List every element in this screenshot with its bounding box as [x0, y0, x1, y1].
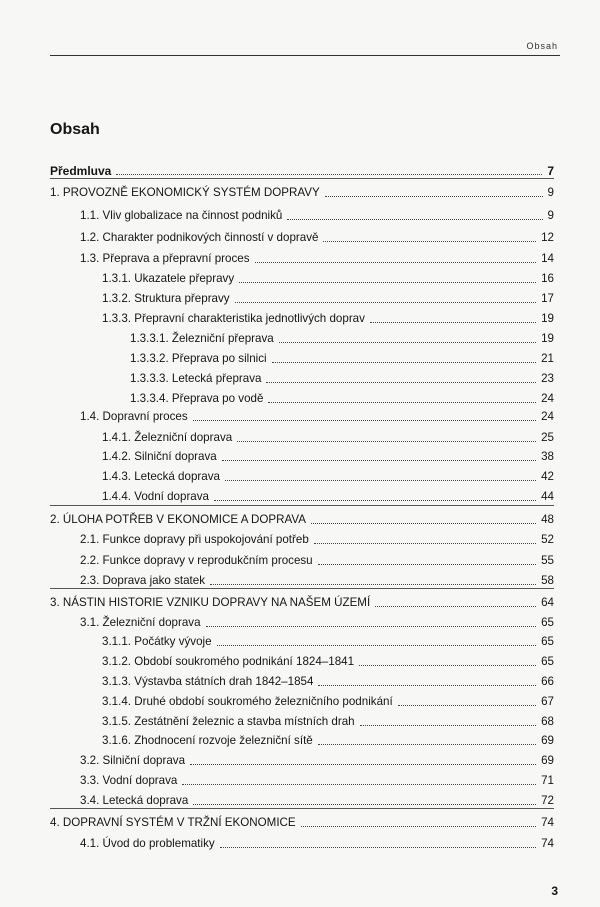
toc-entry[interactable]: [50, 529, 554, 547]
toc-entry-page: 44: [541, 490, 554, 503]
toc-entry[interactable]: [50, 486, 554, 504]
toc-entry-label: 1.3.3.2. Přeprava po silnici: [130, 352, 267, 365]
toc-entry-label: 1.4.3. Letecká doprava: [102, 470, 220, 483]
toc-entry-page: 64: [541, 596, 554, 609]
toc-entry-label: 4. DOPRAVNÍ SYSTÉM V TRŽNÍ EKONOMICE: [50, 816, 296, 829]
toc-entry[interactable]: [50, 631, 554, 649]
toc-entry-label: 3.1.1. Počátky vývoje: [102, 635, 212, 648]
toc-entry[interactable]: [50, 288, 554, 306]
toc-entry-label: 1.1. Vliv globalizace na činnost podniků: [80, 209, 283, 222]
toc-entry-page: 9: [547, 186, 554, 199]
dot-leader: [311, 523, 536, 524]
toc-entry[interactable]: [50, 268, 554, 286]
toc-entry-label: 1.4.1. Železniční doprava: [102, 431, 233, 444]
dot-leader: [266, 382, 536, 383]
toc-entry-page: 55: [541, 554, 554, 567]
toc-entry-label: 1.3.1. Ukazatele přepravy: [102, 272, 235, 285]
dot-leader: [225, 480, 536, 481]
toc-entry[interactable]: [50, 427, 554, 445]
dot-leader: [360, 725, 536, 726]
toc-entry-page: 14: [541, 252, 554, 265]
toc-entry[interactable]: [50, 812, 554, 830]
dot-leader: [193, 420, 536, 421]
dot-leader: [237, 441, 536, 442]
toc-entry-label: 3.1.5. Zestátnění železnic a stavba místních drah: [102, 715, 355, 728]
toc-entry-page: 65: [541, 616, 554, 629]
dot-leader: [268, 402, 536, 403]
toc-entry-page: 24: [541, 392, 554, 405]
toc-entry-page: 65: [541, 655, 554, 668]
toc-entry-page: 9: [547, 209, 554, 222]
toc-entry[interactable]: [50, 248, 554, 266]
toc-entry[interactable]: [50, 651, 554, 669]
toc-entry-page: 17: [541, 292, 554, 305]
toc-entry-label: 1.3.3. Přepravní charakteristika jednotlivých doprav: [102, 312, 365, 325]
toc-entry[interactable]: [50, 368, 554, 386]
toc-entry-page: 23: [541, 372, 554, 385]
toc-entry-label: 3.1.2. Období soukromého podnikání 1824–1841: [102, 655, 355, 668]
dot-leader: [287, 219, 542, 220]
toc-entry-label: 1.4. Dopravní proces: [80, 410, 188, 423]
dot-leader: [190, 764, 536, 765]
dot-leader: [217, 645, 537, 646]
section-separator: [50, 178, 554, 179]
toc-entry[interactable]: [50, 691, 554, 709]
dot-leader: [323, 241, 536, 242]
toc-entry-page: 68: [541, 715, 554, 728]
toc-entry-label: 1.2. Charakter podnikových činností v dopravě: [80, 231, 319, 244]
toc-entry[interactable]: [50, 388, 554, 406]
toc-entry-label: 2.2. Funkce dopravy v reprodukčním procesu: [80, 554, 313, 567]
toc-entry-label: 3. NÁSTIN HISTORIE VZNIKU DOPRAVY NA NAŠEM ÚZEMÍ: [50, 596, 371, 609]
toc-entry-page: 67: [541, 695, 554, 708]
toc-entry[interactable]: [50, 328, 554, 346]
toc-entry-page: 74: [541, 816, 554, 829]
dot-leader: [235, 302, 537, 303]
toc-entry-page: 65: [541, 635, 554, 648]
toc-entry[interactable]: [50, 671, 554, 689]
toc-entry[interactable]: [50, 612, 554, 630]
dot-leader: [255, 262, 537, 263]
dot-leader: [222, 460, 536, 461]
page-number: 3: [551, 884, 558, 898]
section-separator: [50, 505, 554, 506]
dot-leader: [272, 362, 536, 363]
toc-entry-page: 19: [541, 312, 554, 325]
toc-entry-page: 74: [541, 837, 554, 850]
page-title: Obsah: [50, 121, 100, 138]
toc-entry-label: 3.1.3. Výstavba státních drah 1842–1854: [102, 675, 314, 688]
dot-leader: [301, 826, 536, 827]
toc-entry[interactable]: [50, 348, 554, 366]
toc-entry-page: 66: [541, 675, 554, 688]
toc-entry[interactable]: [50, 446, 554, 464]
toc-entry-page: 21: [541, 352, 554, 365]
toc-entry-page: 25: [541, 431, 554, 444]
dot-leader: [210, 584, 536, 585]
toc-entry-label: 4.1. Úvod do problematiky: [80, 837, 215, 850]
toc-entry[interactable]: [50, 550, 554, 568]
dot-leader: [116, 174, 542, 175]
header-rule: [50, 55, 560, 56]
dot-leader: [370, 322, 536, 323]
toc-entry-label: 3.4. Letecká doprava: [80, 794, 189, 807]
toc-entry-label: 1.3.3.1. Železniční přeprava: [130, 332, 274, 345]
toc-entry-page: 16: [541, 272, 554, 285]
toc-entry-label: 1.4.4. Vodní doprava: [102, 490, 210, 503]
dot-leader: [314, 543, 536, 544]
toc-entry-label: 1.3.2. Struktura přepravy: [102, 292, 230, 305]
toc-entry-label: 3.2. Silniční doprava: [80, 754, 186, 767]
dot-leader: [220, 847, 536, 848]
toc-entry-label: 3.1.6. Zhodnocení rozvoje železniční sítě: [102, 734, 313, 747]
toc-entry[interactable]: [50, 466, 554, 484]
toc-entry-label: 2.1. Funkce dopravy při uspokojování potřeb: [80, 533, 309, 546]
dot-leader: [375, 606, 536, 607]
toc-entry-page: 71: [541, 774, 554, 787]
toc-entry-page: 48: [541, 513, 554, 526]
section-separator: [50, 808, 554, 809]
toc-entry-label: 1. PROVOZNĚ EKONOMICKÝ SYSTÉM DOPRAVY: [50, 186, 320, 199]
toc-entry[interactable]: [50, 406, 554, 424]
toc-entry-label: 3.3. Vodní doprava: [80, 774, 178, 787]
dot-leader: [193, 804, 536, 805]
toc-entry-page: 58: [541, 574, 554, 587]
toc-entry[interactable]: [50, 509, 554, 527]
running-head: Obsah: [526, 41, 558, 51]
toc-entry[interactable]: [50, 790, 554, 808]
dot-leader: [239, 282, 536, 283]
toc-entry-label: 1.3.3.4. Přeprava po vodě: [130, 392, 264, 405]
toc-entry-label: 3.1. Železniční doprava: [80, 616, 201, 629]
toc-entry-page: 72: [541, 794, 554, 807]
dot-leader: [279, 342, 536, 343]
toc-entry-page: 69: [541, 734, 554, 747]
toc-entry[interactable]: [50, 182, 554, 200]
toc-entry[interactable]: [50, 770, 554, 788]
toc-entry-page: 52: [541, 533, 554, 546]
toc-entry-page: 42: [541, 470, 554, 483]
toc-entry-label: 2. ÚLOHA POTŘEB V EKONOMICE A DOPRAVA: [50, 513, 306, 526]
toc-entry-label: 2.3. Doprava jako statek: [80, 574, 206, 587]
toc-entry-label: 3.1.4. Druhé období soukromého železničního podnikání: [102, 695, 393, 708]
toc-entry-label: 1.4.2. Silniční doprava: [102, 450, 217, 463]
toc-entry[interactable]: [50, 205, 554, 223]
toc-entry[interactable]: [50, 730, 554, 748]
toc-entry[interactable]: [50, 227, 554, 245]
toc-entry[interactable]: [50, 833, 554, 851]
dot-leader: [318, 744, 536, 745]
toc-entry-label: 1.3. Přeprava a přepravní proces: [80, 252, 250, 265]
toc-entry[interactable]: [50, 570, 554, 588]
toc-entry-page: 38: [541, 450, 554, 463]
toc-entry[interactable]: [50, 160, 554, 178]
toc-entry[interactable]: [50, 750, 554, 768]
toc-entry[interactable]: [50, 592, 554, 610]
toc-entry-page: 12: [541, 231, 554, 244]
toc-entry-page: 24: [541, 410, 554, 423]
toc-entry-page: 19: [541, 332, 554, 345]
toc-entry[interactable]: [50, 308, 554, 326]
dot-leader: [359, 665, 536, 666]
dot-leader: [325, 196, 543, 197]
dot-leader: [206, 626, 537, 627]
toc-entry-label: Předmluva: [50, 164, 112, 178]
dot-leader: [398, 705, 536, 706]
dot-leader: [318, 685, 536, 686]
dot-leader: [182, 784, 536, 785]
toc-entry-label: 1.3.3.3. Letecká přeprava: [130, 372, 262, 385]
toc-entry-page: 69: [541, 754, 554, 767]
toc-entry-page: 7: [547, 164, 554, 178]
toc-entry[interactable]: [50, 711, 554, 729]
dot-leader: [214, 500, 536, 501]
section-separator: [50, 588, 554, 589]
dot-leader: [318, 564, 536, 565]
